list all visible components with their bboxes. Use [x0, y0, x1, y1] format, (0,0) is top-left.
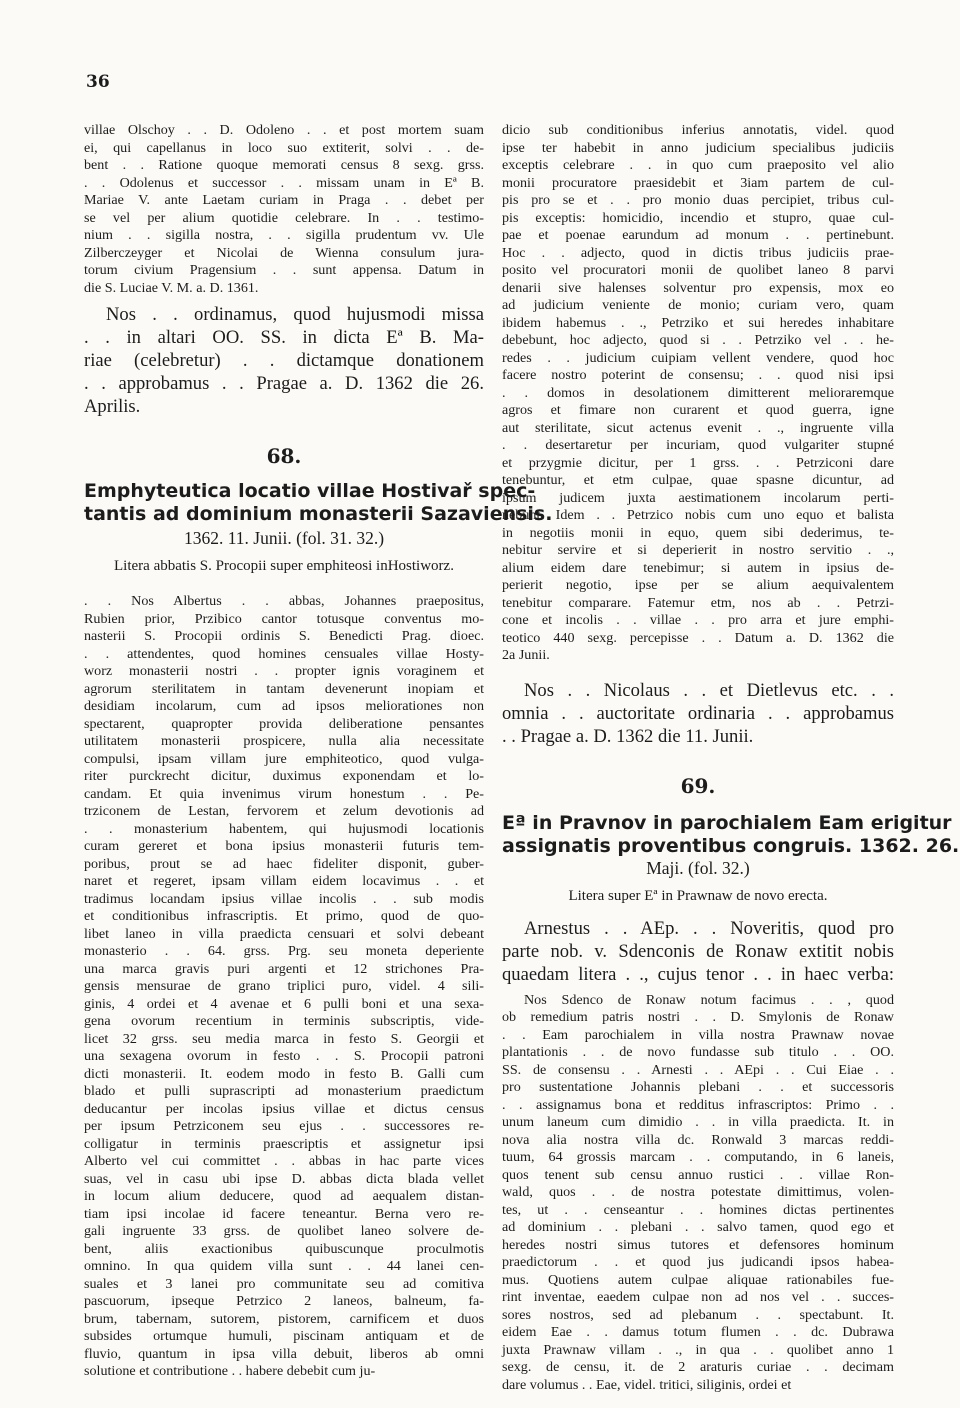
- text-line: riae (celebretur) . . dictamque donationem: [84, 350, 484, 371]
- text-line: suas, vel in casu ubi ipse D. abbas dicta blada vellet: [84, 1170, 484, 1187]
- text-line: wald, quos . . de nostra potestate dimittimus, volen-: [502, 1184, 894, 1200]
- page-number: 36: [86, 72, 110, 92]
- text-line: tuum, 64 grossis marcam . . computando, in 6 laneis,: [502, 1149, 894, 1165]
- doc-69-source: Litera super Eª in Prawnaw de novo erecta.: [568, 887, 828, 904]
- text-line: posito vel procuratori monii de quolibet laneo 8 parvi: [502, 262, 894, 278]
- text-line: pascuorum, ipseque Petrzico 2 laneos, balneum, fa-: [84, 1293, 484, 1309]
- text-line: tenebuntur, et etm culpae, quae spasne dicuntur, ad: [502, 472, 894, 488]
- text-line: pae et poenae earundum ad monum . . pertinebunt.: [502, 227, 894, 243]
- doc-69-intro: [502, 917, 894, 986]
- text-line: nasterii S. Procopii ordinis S. Benedicti Prag. dioec.: [84, 628, 484, 644]
- text-line: tantis ad dominium monasterii Sazaviensis.: [84, 503, 553, 525]
- text-line: ei, qui capellanus in loco suo extiterit, solvi . . de-: [84, 139, 484, 156]
- text-line: ipsum judicem juxta aestimationem incolarum perti-: [502, 489, 894, 506]
- text-line: tenebitur comparare. Fatemur etm, nos ab . . Petrzi-: [502, 594, 894, 611]
- text-line: monii procuratore praesidebit et 3iam partem de cul-: [502, 174, 894, 191]
- text-line: brum, tabernam, sutorem, pistorem, carnificem et duos: [84, 1310, 484, 1327]
- text-line: aut sterilitate, sicut actenus evenit . ., ingruente villa: [502, 419, 894, 436]
- text-line: unum laneum cum dimidio . . in villa praedicta. It. in: [502, 1114, 894, 1130]
- text-line: colligatur in terminis praescriptis et assignetur ipsi: [84, 1135, 484, 1152]
- text-line: . . domos in desolationem dimitterent melioraremque: [502, 384, 894, 401]
- text-line: una marca gravis puri argenti et 12 strichones Pra-: [84, 960, 484, 977]
- text-line: solutione et contributione . . habere debebit cum ju-: [84, 1363, 376, 1379]
- text-line: . . monasterium habentem, qui hujusmodi locationis: [84, 820, 484, 837]
- text-line: eidem Eae . . damus totum flumen . . dc. Dubrawa: [502, 1324, 894, 1340]
- text-line: desidiam incolarum, cum ad ipsos meliorationes non: [84, 698, 484, 714]
- text-line: dicio sub conditionibus inferius annotatis, videl. quod: [502, 122, 894, 138]
- text-line: . . attendentes, quod homines censuales villae Hosty-: [84, 645, 484, 662]
- text-line: cone et incolis . . villae . . pro arra et jure emphi-: [502, 612, 894, 628]
- text-line: fluvio, quantum in ipsa villa debuit, liberos ab omni: [84, 1345, 484, 1362]
- text-line: poribus, prout se ad haec fideliter disponit, guber-: [84, 855, 484, 872]
- text-line: juxta Prawnaw villam . ., in qua . . quolibet anno 1: [502, 1341, 894, 1358]
- text-line: mus. Quotiens autem culpae aliquae rationabiles fue-: [502, 1271, 894, 1288]
- text-line: dicti monasterii. It. eodem modo in festo B. Galli cum: [84, 1065, 484, 1082]
- text-line: torum civium Pragensium . . sunt appensa. Datum in: [84, 262, 484, 278]
- text-line: Hoc . . adjecto, quod in dictis tribus judiciis prae-: [502, 244, 894, 261]
- text-line: Nos Sdenco de Ronaw notum facimus . . , quod: [524, 991, 894, 1008]
- text-line: omnino. In qua quidem villa sunt . . 44 lanei cen-: [84, 1258, 484, 1274]
- text-line: . . in altari OO. SS. in dicta Eª B. Ma-: [84, 327, 484, 348]
- text-line: deducantur per incolas ipsius villae et dictus census: [84, 1100, 484, 1117]
- text-line: . . approbamus . . Pragae a. D. 1362 die 26.: [84, 373, 484, 394]
- text-line: ibidem habemus . ., Petrziko et sui heredes inhabitare: [502, 314, 894, 331]
- text-line: . . assignamus bona et redditus infrascriptos: Primo . .: [502, 1096, 894, 1113]
- doc-68-date: 1362. 11. Junii. (fol. 31. 32.): [183, 528, 385, 548]
- text-line: et przygmie dicitur, per 1 grss. . . Petrziconi dare: [502, 454, 894, 471]
- doc-68-title: [84, 480, 553, 526]
- doc-68-body: [84, 593, 484, 1381]
- text-line: ob remedium patris nostri . . D. Smylonis de Ronaw: [502, 1009, 894, 1025]
- text-line: debebunt, hoc adjecto, quod si . . Petrziko vel . . he-: [502, 332, 894, 348]
- doc-69-title-tail: Maji. (fol. 32.): [646, 857, 750, 878]
- text-line: Mariae V. ante Laetam curiam in Praga . . debet per: [84, 192, 484, 208]
- text-line: Rubien prior, Przibico cantor totusque conventus mo-: [84, 610, 484, 627]
- text-line: pis pro se et . . pro monio duas percipiet, tribus cul-: [502, 192, 894, 208]
- text-line: agrorum sterilitatem in tantam devenerunt inopiam et: [84, 680, 484, 697]
- text-line: denarii sive halenses solventur pro expensis, mox eo: [502, 279, 894, 296]
- text-line: tradimus locandam ipsius villae incolis . . sub modis: [84, 890, 484, 907]
- text-line: una sexagena ovorum in festo . . S. Procopii patroni: [84, 1048, 484, 1064]
- text-line: naret et regeret, ipsam villam eidem locavimus . . et: [84, 873, 484, 889]
- text-line: monasterio . . 64. grss. Prg. seu moneta deperiente: [84, 943, 484, 959]
- text-line: licet 32 grss. seu media marca in festo S. Georgii et: [84, 1030, 484, 1047]
- text-line: ginis, 4 ordei et 4 avenae et 6 pulli boni et una sexa-: [84, 995, 484, 1012]
- text-line: pro sustentatione Johannis plebani . . et successoris: [502, 1079, 894, 1095]
- text-line: teotico 440 sexg. percepisse . . Datum a. D. 1362 die: [502, 629, 894, 646]
- text-line: omnia . . auctoritate ordinaria . . approbamus: [502, 702, 894, 724]
- text-line: nebitur servire et si deperierit in nostro servitio . .,: [502, 542, 894, 558]
- text-line: ipse ter habebit in anno judicium specialibus judiciis: [502, 139, 894, 156]
- text-line: Nos . . ordinamus, quod hujusmodi missa: [106, 304, 484, 325]
- doc-69-title: [502, 811, 960, 858]
- text-line: . . desertaretur per incuriam, quod vulgariter stupné: [502, 437, 894, 453]
- text-line: . . Nos Albertus . . abbas, Johannes praepositus,: [84, 593, 484, 609]
- text-line: 2a Junii.: [502, 647, 550, 663]
- text-line: candam. Et quia invenimus virum honestum . . Pe-: [84, 785, 484, 802]
- left-para-1: [84, 122, 484, 297]
- right-para-2: [502, 679, 894, 748]
- text-line: parte nob. v. Sdenconis de Ronaw extitit nobis: [502, 940, 894, 962]
- text-line: curam gereret et bona ipsius monasterii futuris tem-: [84, 838, 484, 854]
- text-line: bent . . Ratione quoque memorati census 8 sexg. grss.: [84, 157, 484, 173]
- text-line: plantationis . . de novo fundasse sub titulo . . OO.: [502, 1044, 894, 1060]
- text-line: quaedam litera . ., cujus tenor . . in haec verba:: [502, 963, 894, 985]
- text-line: se vel per alium quotidie celebrare. In . . testimo-: [84, 209, 484, 226]
- text-line: exceptis celebrare . . in quo cum praeposito vel alio: [502, 157, 894, 173]
- text-line: . . Odolenus et successor . . missam unam in Eª B.: [84, 174, 484, 191]
- text-line: agros et fimare non curarent et quod guerra, igne: [502, 402, 894, 418]
- text-line: Emphyteutica locatio villae Hostivař spec-: [84, 480, 536, 502]
- text-line: subsides ortumque humuli, piscinam antiquam et de: [84, 1328, 484, 1344]
- text-line: rint inventae, eaedem culpae non ad nos vel . . succes-: [502, 1289, 894, 1305]
- text-line: compulsi, ipsam villam jure emphiteotico, quod vulga-: [84, 750, 484, 767]
- doc-69-number: 69.: [680, 773, 716, 798]
- text-line: ad judicium veniente de monio; curiam vero, quam: [502, 297, 894, 313]
- text-line: suales et 3 lanei pro communitate seu ad comitiva: [84, 1275, 484, 1292]
- text-line: die S. Luciae V. M. a. D. 1361.: [84, 279, 259, 296]
- text-line: nova alia nostra villa dc. Ronwald 3 marcas reddi-: [502, 1131, 894, 1148]
- text-line: . . Eam parochialem in villa nostra Prawnaw novae: [502, 1026, 894, 1043]
- text-line: per ipsum Petrziconem seu ejus . . successores re-: [84, 1118, 484, 1134]
- text-line: worz monasterii nostri . . propter ignis voraginem et: [84, 663, 484, 679]
- right-column: [502, 122, 960, 1394]
- text-line: Litera abbatis S. Procopii super emphiteosi in: [114, 558, 388, 574]
- text-line: utilitatem monasterii prospicere, nulla alia necessitate: [84, 733, 484, 749]
- text-line: Zilberczeyger et Nicolai de Wienna consulum jura-: [84, 244, 484, 261]
- text-line: facere nostro poterint de consensu; . . quod nisi ipsi: [502, 367, 894, 383]
- text-line: nium . . sigilla nostra, . . sigilla prudentum vv. Ule: [84, 227, 484, 243]
- text-line: riter purckrecht dicitur, duximus exponendam et lo-: [84, 768, 484, 784]
- text-line: tiam ipsi incolae id facere teneantur. Berna vero re-: [84, 1205, 484, 1222]
- text-line: sores nostros, sed ad plebanum . . spectabunt. It.: [502, 1306, 894, 1323]
- text-line: praedictorum . . et quod jus judicandi ipsos habea-: [502, 1254, 894, 1270]
- text-line: spectarent, quapropter provida deliberatione pensantes: [84, 715, 484, 732]
- text-line: tes, ut . . censeantur . . homines dictas pertinentes: [502, 1201, 894, 1218]
- text-line: libet laneo in villa praedicta censuari et solvi debeant: [84, 925, 484, 942]
- text-line: nebunt. Idem . . Petrzico nobis cum uno equo et balista: [502, 507, 894, 523]
- text-line: Arnestus . . AEp. . . Noveritis, quod pro: [524, 917, 894, 939]
- doc-68-number: 68.: [266, 444, 302, 468]
- text-line: blado et pulli suprascripti ad monasterium praedictum: [84, 1083, 484, 1099]
- text-line: . . Pragae a. D. 1362 die 11. Junii.: [502, 725, 754, 747]
- text-line: alium eidem dare tenebimur; si autem in ipsius de-: [502, 559, 894, 576]
- text-line: Hostiworz.: [387, 558, 454, 574]
- text-line: Nos . . Nicolaus . . et Dietlevus etc. . .: [524, 679, 894, 701]
- text-line: perierit negotio, ipse per se alium aequivalentem: [502, 577, 894, 593]
- text-line: villae Olschoy . . D. Odoleno . . et post mortem suam: [84, 122, 484, 138]
- text-line: trziconem de Lestan, fervorem et zelum devotionis ad: [84, 803, 484, 819]
- text-line: gensis mensurae de grano triplici puro, videl. 4 sili-: [84, 978, 484, 994]
- text-line: heredes nostri simus tutores et defensores hominum: [502, 1236, 894, 1253]
- text-line: dare volumus . . Eae, videl. tritici, siliginis, ordei et: [502, 1376, 792, 1393]
- text-line: SS. de consensu . . Arnesti . . AEpi . . Cui Eiae . .: [502, 1061, 894, 1078]
- text-line: pis exceptis: homicidio, incendio et stupro, quae cul-: [502, 209, 894, 226]
- text-line: Alberto vel cui committet . . abbas in hac parte vices: [84, 1153, 484, 1169]
- text-line: in negotiis monii in equo, quem sibi dederimus, te-: [502, 524, 894, 541]
- text-line: quos tenent sub censu annuo rustici . . villae Ron-: [502, 1166, 894, 1183]
- text-line: ad dominium . . plebani . . salvo tamen, quod ego et: [502, 1219, 894, 1235]
- text-line: bent, aliis exactionibus quibuscunque proculmotis: [84, 1240, 484, 1257]
- doc-68-source: [84, 557, 484, 575]
- doc-69-body: [502, 992, 894, 1395]
- left-para-2: [84, 303, 484, 418]
- text-line: gali ingruente 33 grss. de quolibet laneo solvere de-: [84, 1223, 484, 1239]
- text-line: gena ovorum recentium in terminis subscriptis, vide-: [84, 1013, 484, 1029]
- text-line: Eª in Pravnov in parochialem Eam erigitur: [502, 811, 952, 834]
- text-line: redes . . judicium cuipiam vellent vendere, quod hoc: [502, 349, 894, 366]
- text-line: Aprilis.: [84, 396, 141, 417]
- text-line: et conditionibus infrascriptis. Et primo, quod de quo-: [84, 908, 484, 924]
- text-line: sexg. de censu, it. de 2 araturis curiae . . decimam: [502, 1359, 894, 1375]
- text-line: assignatis proventibus congruis. 1362. 26.: [502, 834, 960, 857]
- right-para-1: [502, 122, 894, 665]
- text-line: in locum alium deducere, quod ad aequalem distan-: [84, 1188, 484, 1204]
